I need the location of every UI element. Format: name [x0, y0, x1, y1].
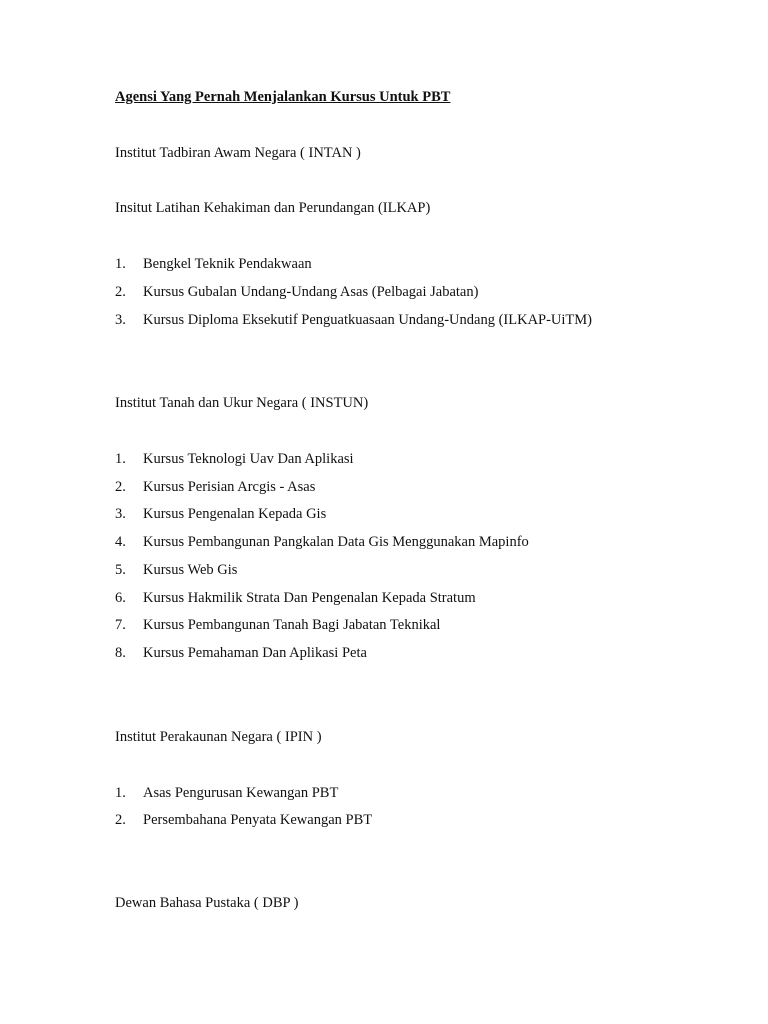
- list-item-text: Persembahana Penyata Kewangan PBT: [143, 812, 373, 828]
- list-item-number: 3.: [115, 506, 126, 522]
- section-heading-dbp: Dewan Bahasa Pustaka ( DBP ): [115, 895, 299, 911]
- list-item-text: Kursus Pembangunan Tanah Bagi Jabatan Teknikal: [143, 617, 441, 633]
- list-item-text: Asas Pengurusan Kewangan PBT: [143, 785, 339, 801]
- list-item-text: Kursus Hakmilik Strata Dan Pengenalan Kepada Stratum: [143, 590, 476, 606]
- list-item-number: 7.: [115, 617, 126, 633]
- list-item-number: 8.: [115, 645, 126, 661]
- list-item-number: 3.: [115, 312, 126, 328]
- list-item-number: 5.: [115, 562, 126, 578]
- list-item-number: 1.: [115, 451, 126, 467]
- list-item-text: Kursus Web Gis: [143, 562, 238, 578]
- list-item-number: 1.: [115, 785, 126, 801]
- list-item-number: 2.: [115, 479, 126, 495]
- list-item-text: Kursus Pengenalan Kepada Gis: [143, 506, 327, 522]
- list-item-text: Kursus Diploma Eksekutif Penguatkuasaan Undang-Undang (ILKAP-UiTM): [143, 312, 593, 328]
- list-item-text: Kursus Teknologi Uav Dan Aplikasi: [143, 451, 354, 467]
- list-item-text: Kursus Pembangunan Pangkalan Data Gis Menggunakan Mapinfo: [143, 534, 529, 550]
- section-heading-ilkap: Insitut Latihan Kehakiman dan Perundangan (ILKAP): [115, 200, 431, 216]
- list-item-text: Kursus Perisian Arcgis - Asas: [143, 479, 316, 495]
- document-title: Agensi Yang Pernah Menjalankan Kursus Untuk PBT: [115, 89, 451, 105]
- list-item-number: 1.: [115, 256, 126, 272]
- list-item-number: 6.: [115, 590, 126, 606]
- section-heading-ipin: Institut Perakaunan Negara ( IPIN ): [115, 729, 322, 745]
- list-item-text: Bengkel Teknik Pendakwaan: [143, 256, 312, 272]
- list-item-number: 4.: [115, 534, 126, 550]
- section-heading-intan: Institut Tadbiran Awam Negara ( INTAN ): [115, 145, 361, 161]
- list-item-number: 2.: [115, 812, 126, 828]
- list-item-number: 2.: [115, 284, 126, 300]
- list-item-text: Kursus Gubalan Undang-Undang Asas (Pelbagai Jabatan): [143, 284, 479, 300]
- list-item-text: Kursus Pemahaman Dan Aplikasi Peta: [143, 645, 367, 661]
- section-heading-instun: Institut Tanah dan Ukur Negara ( INSTUN): [115, 395, 369, 411]
